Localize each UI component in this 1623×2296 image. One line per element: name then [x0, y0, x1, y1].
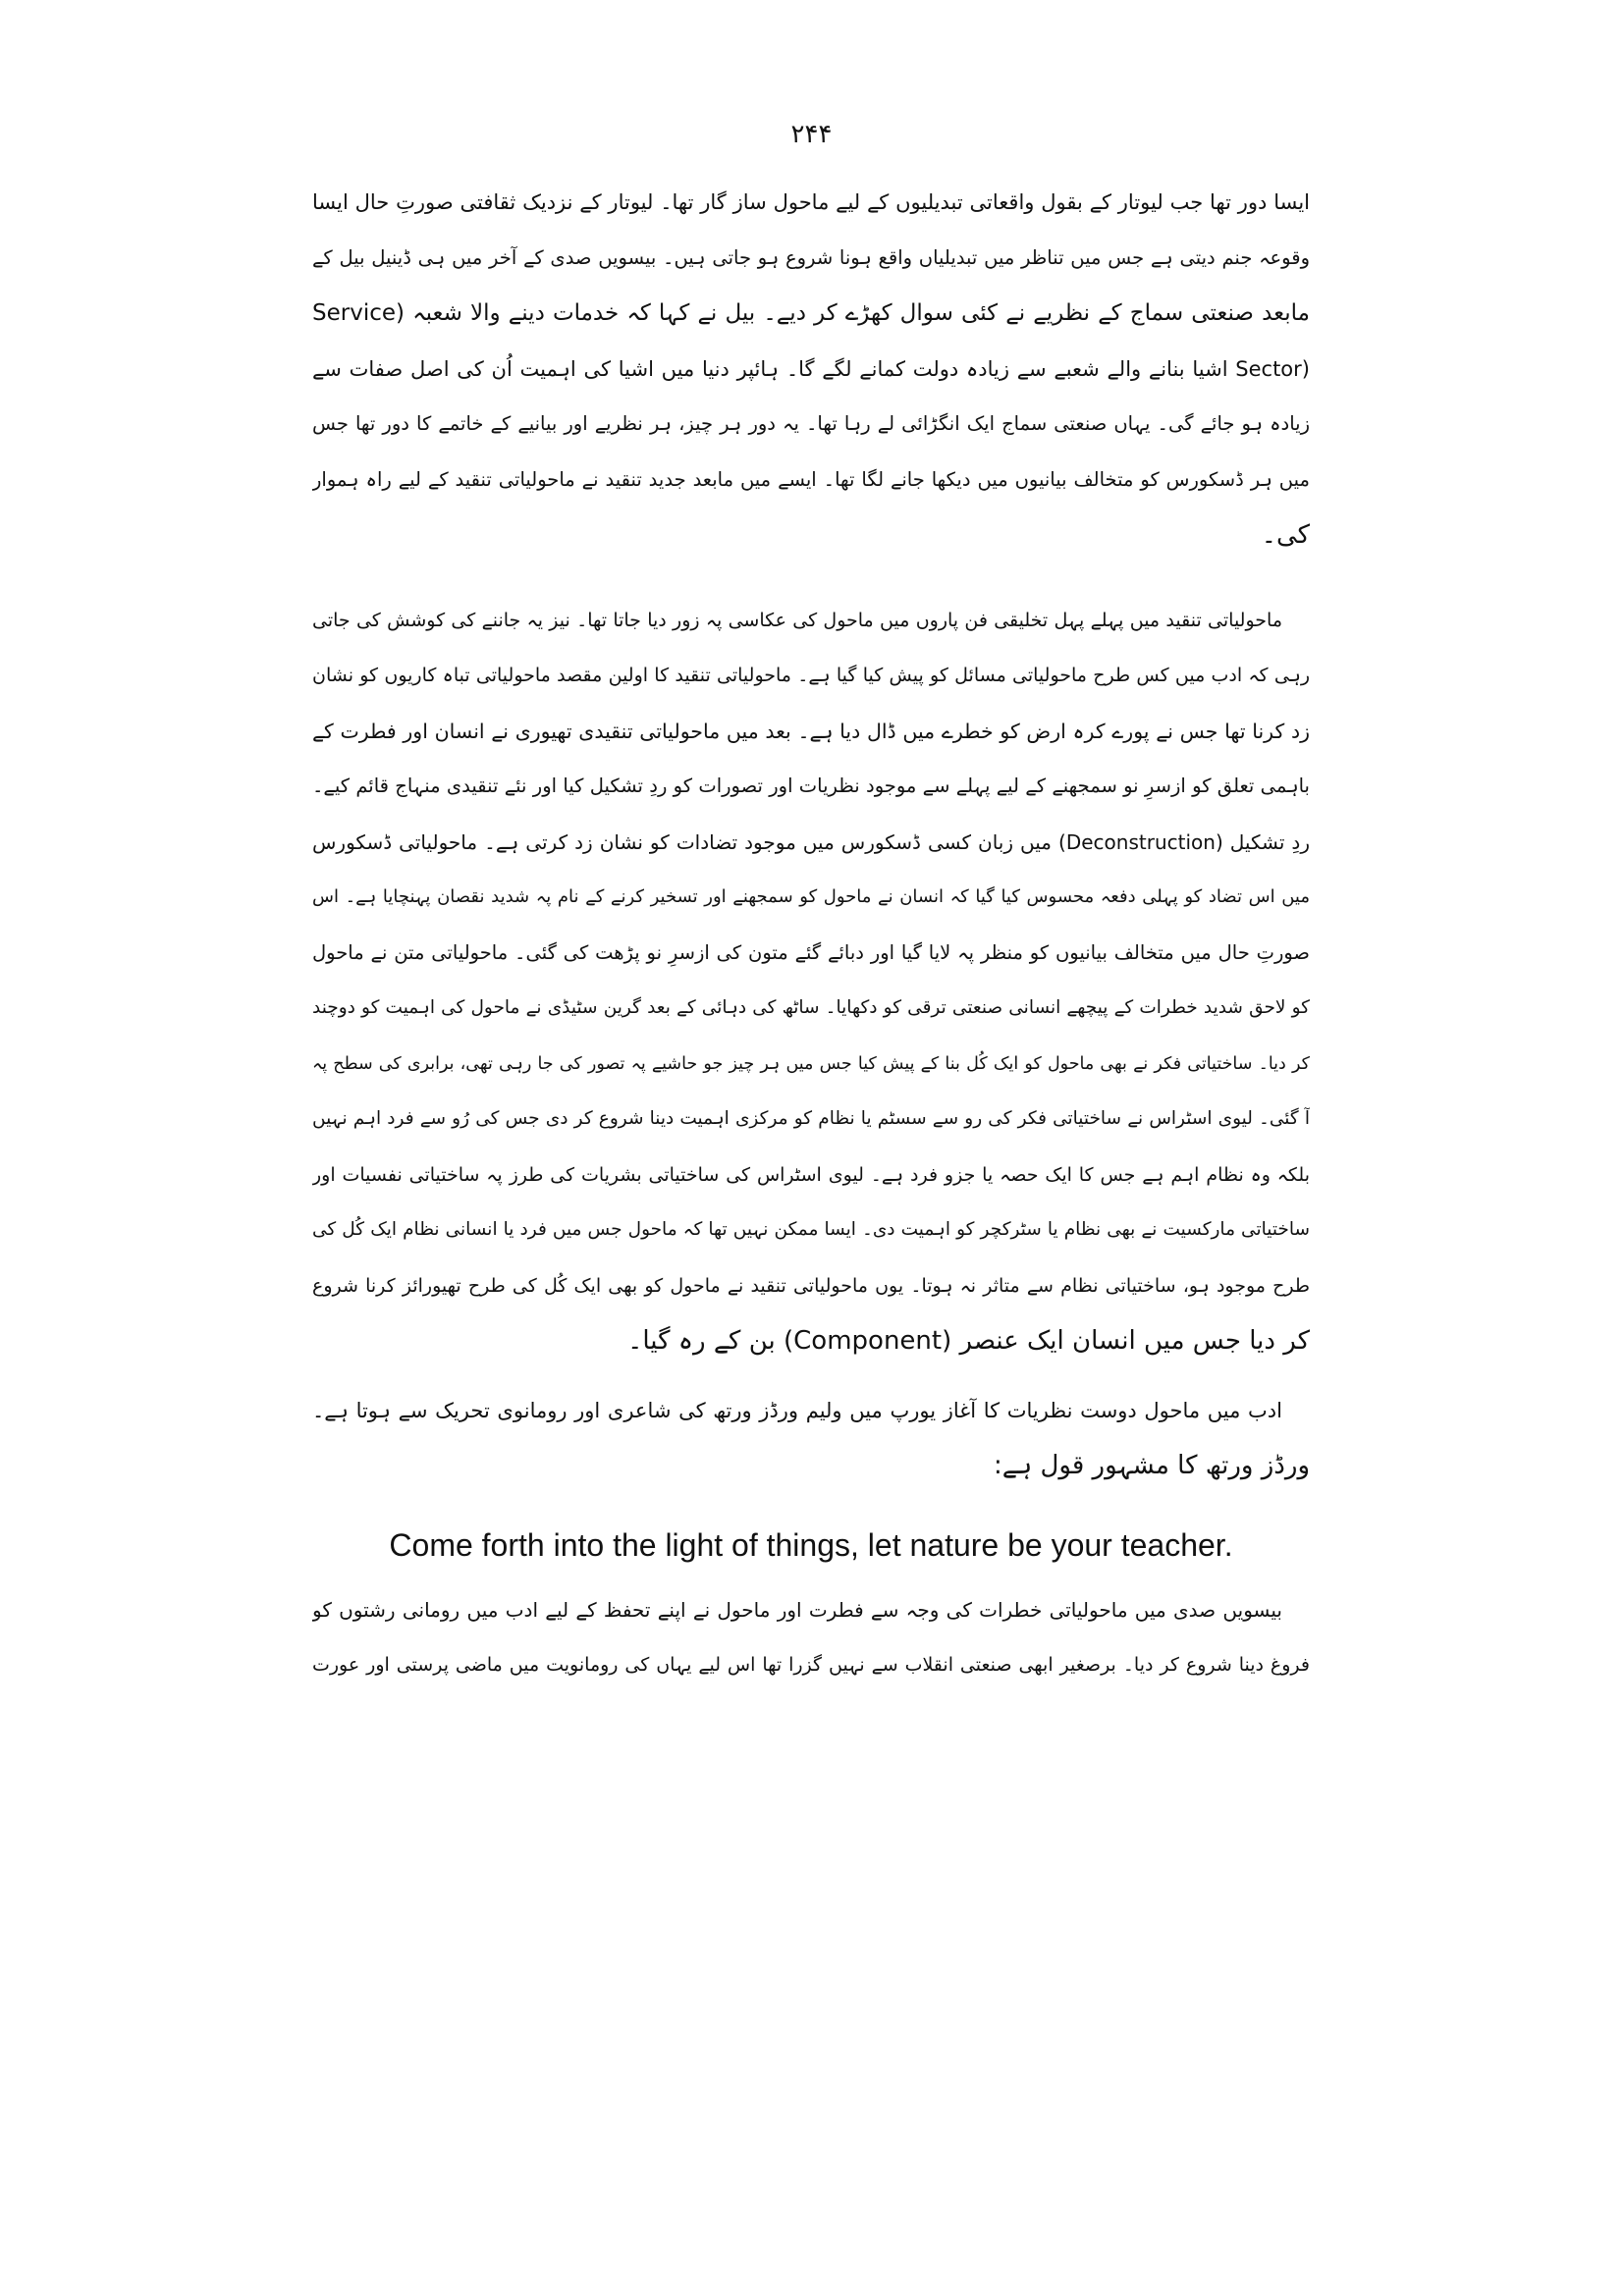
text-line: بلکہ وہ نظام اہم ہے جس کا ایک حصہ یا جزو فرد ہے۔ لیوی اسٹراس کی ساختیاتی بشریات کی طرز پہ ساختیاتی نفسیات اور — [312, 1163, 1310, 1186]
page-body — [312, 175, 1310, 1693]
paragraph-3 — [312, 1383, 1310, 1494]
text-line: آ گئی۔ لیوی اسٹراس نے ساختیاتی فکر کی رو سے سسٹم یا نظام کو مرکزی اہمیت دینا شروع کر دی جس کی رُو سے فرد اہم نہیں — [312, 1108, 1310, 1129]
text-line: ماحولیاتی تنقید میں پہلے پہل تخلیقی فن پاروں میں ماحول کی عکاسی پہ زور دیا جاتا تھا۔ نیز یہ جاننے کی کوشش کی جاتی — [312, 609, 1282, 631]
block-quote: Come forth into the light of things, let nature be your teacher. — [389, 1526, 1233, 1563]
text-line: مابعد صنعتی سماج کے نظریے نے کئی سوال کھڑے کر دیے۔ بیل نے کہا کہ خدمات دینے والا شعبہ (Service — [312, 300, 1310, 326]
text-line: کر دیا جس میں انسان ایک عنصر (Component) بن کے رہ گیا۔ — [627, 1326, 1310, 1356]
paragraph-4 — [312, 1582, 1310, 1693]
text-line: (Sector اشیا بنانے والے شعبے سے زیادہ دولت کمانے لگے گا۔ ہائپر دنیا میں اشیا کی اہمیت اُن کی اصل صفات سے — [312, 356, 1310, 381]
text-line: فروغ دینا شروع کر دیا۔ برصغیر ابھی صنعتی انقلاب سے نہیں گزرا تھا اس لیے یہاں کی رومانویت میں ماضی پرستی اور عورت — [312, 1654, 1310, 1676]
text-line: ورڈز ورتھ کا مشہور قول ہے: — [994, 1451, 1310, 1480]
paragraph-2 — [312, 593, 1310, 1369]
text-line: وقوعہ جنم دیتی ہے جس میں تناظر میں تبدیلیاں واقع ہونا شروع ہو جاتی ہیں۔ بیسویں صدی کے آخر میں ہی ڈینیل بیل کے — [312, 245, 1310, 269]
text-line: کر دیا۔ ساختیاتی فکر نے بھی ماحول کو ایک کُل بنا کے پیش کیا جس میں ہر چیز جو حاشیے پہ تصور کی جا رہی تھی، برابری کی سطح پہ — [312, 1053, 1310, 1074]
text-line: ادب میں ماحول دوست نظریات کا آغاز یورپ میں ولیم ورڈز ورتھ کی شاعری اور رومانوی تحریک سے ہوتا ہے۔ — [312, 1398, 1282, 1422]
text-line: میں ہر ڈسکورس کو متخالف بیانیوں میں دیکھا جانے لگا تھا۔ ایسے میں مابعد جدید تنقید نے ماحولیاتی تنقید کے لیے راہ ہموار — [312, 467, 1310, 491]
text-line: زد کرنا تھا جس نے پورے کرہ ارض کو خطرے میں ڈال دیا ہے۔ بعد میں ماحولیاتی تنقیدی تھیوری نے انسان اور فطرت کے — [312, 719, 1310, 743]
text-line: باہمی تعلق کو ازسرِ نو سمجھنے کے لیے پہلے سے موجود نظریات اور تصورات کو ردِ تشکیل کیا اور نئے تنقیدی منہاج قائم کیے۔ — [312, 774, 1310, 797]
text-line: میں اس تضاد کو پہلی دفعہ محسوس کیا گیا کہ انسان نے ماحول کو سمجھنے اور تسخیر کرنے کے نام پہ شدید نقصان پہنچایا ہے۔ اس — [312, 886, 1310, 907]
text-line: کو لاحق شدید خطرات کے پیچھے انسانی صنعتی ترقی کو دکھایا۔ ساٹھ کی دہائی کے بعد گرین سٹیڈی نے ماحول کی اہمیت کو دوچند — [312, 997, 1310, 1018]
text-line: رہی کہ ادب میں کس طرح ماحولیاتی مسائل کو پیش کیا گیا ہے۔ ماحولیاتی تنقید کا اولین مقصد ماحولیاتی تباہ کاریوں کو نشان — [312, 665, 1310, 686]
text-line: ایسا دور تھا جب لیوتار کے بقول واقعاتی تبدیلیوں کے لیے ماحول ساز گار تھا۔ لیوتار کے نزدیک ثقافتی صورتِ حال ایسا — [312, 190, 1310, 214]
page-number: ۲۴۴ — [790, 120, 833, 149]
text-line: زیادہ ہو جائے گی۔ یہاں صنعتی سماج ایک انگڑائی لے رہا تھا۔ یہ دور ہر چیز، ہر نظریے اور بیانیے کے خاتمے کا دور تھا جس — [312, 412, 1310, 435]
text-line: کی۔ — [1261, 520, 1310, 550]
paragraph-1 — [312, 175, 1310, 563]
text-line: بیسویں صدی میں ماحولیاتی خطرات کی وجہ سے فطرت اور ماحول نے اپنے تحفظ کے لیے ادب میں رومانی رشتوں کو — [312, 1597, 1282, 1622]
text-line: ساختیاتی مارکسیت نے بھی نظام یا سٹرکچر کو اہمیت دی۔ ایسا ممکن نہیں تھا کہ ماحول جس میں فرد یا انسانی نظام ایک کُل کی — [312, 1219, 1310, 1240]
text-line: صورتِ حال میں متخالف بیانیوں کو منظر پہ لایا گیا اور دبائے گئے متون کی ازسرِ نو پڑھت کی گئی۔ ماحولیاتی متن نے ماحول — [312, 940, 1310, 964]
text-line: طرح موجود ہو، ساختیاتی نظام سے متاثر نہ ہوتا۔ یوں ماحولیاتی تنقید نے ماحول کو بھی ایک کُل کی طرح تھیورائز کرنا شروع — [312, 1274, 1310, 1297]
text-line: ردِ تشکیل (Deconstruction) میں زبان کسی ڈسکورس میں موجود تضادات کو نشان زد کرتی ہے۔ ماحولیاتی ڈسکورس — [312, 829, 1310, 854]
